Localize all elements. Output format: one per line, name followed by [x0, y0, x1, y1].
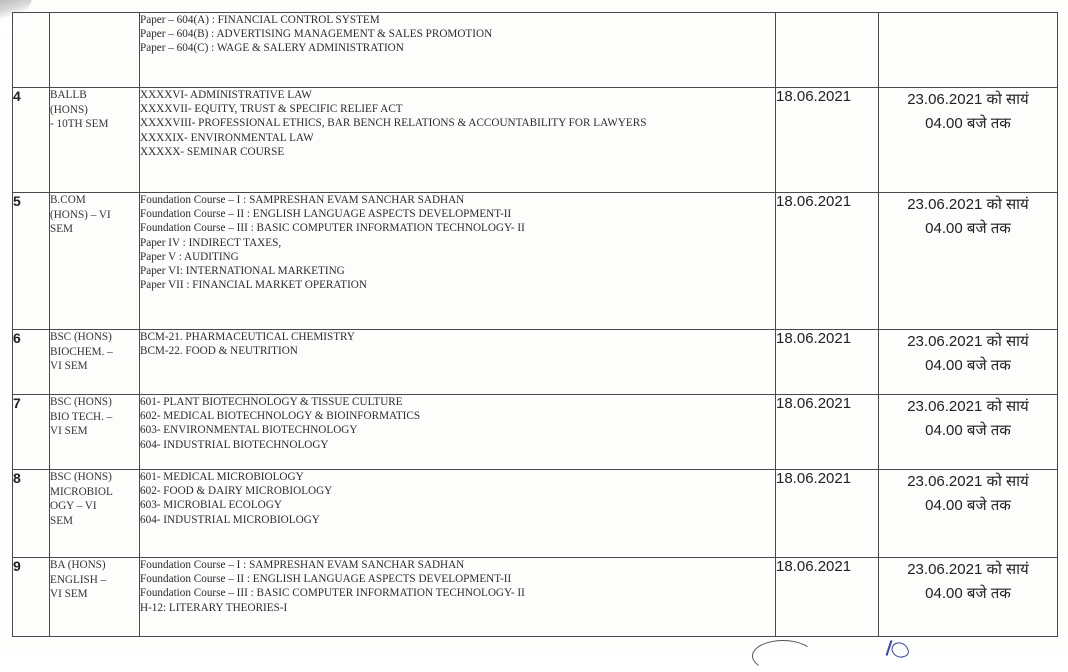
paper-list	[140, 330, 776, 395]
course-line: BIO TECH. –	[50, 410, 113, 423]
course-line: BSC (HONS)	[50, 396, 112, 408]
paper-item: Paper – 604(A) : FINANCIAL CONTROL SYSTEM	[140, 14, 380, 26]
paper-item: 602- MEDICAL BIOTECHNOLOGY & BIOINFORMATICS	[140, 410, 421, 423]
table-row	[13, 470, 1058, 558]
paper-item: XXXXX- SEMINAR COURSE	[140, 145, 285, 158]
course-line: BSC (HONS)	[50, 471, 112, 483]
course-line: SEM	[50, 514, 74, 527]
course-line: (HONS) – VI	[50, 208, 111, 221]
paper-item: 604- INDUSTRIAL BIOTECHNOLOGY	[140, 438, 329, 451]
end-date	[879, 558, 1058, 637]
start-date	[776, 13, 879, 88]
course-line: SEM	[50, 223, 74, 235]
serial-number: 4	[13, 88, 50, 193]
course-line: MICROBIOL	[50, 485, 113, 498]
paper-item: XXXXVII- EQUITY, TRUST & SPECIFIC RELIEF ACT	[140, 103, 403, 116]
course-line: VI SEM	[50, 360, 88, 372]
end-date-line: 23.06.2021 को सायं	[907, 333, 1029, 350]
course-line: BSC (HONS)	[50, 331, 112, 343]
paper-item: 602- FOOD & DAIRY MICROBIOLOGY	[140, 485, 333, 498]
paper-item: XXXXVI- ADMINISTRATIVE LAW	[140, 89, 312, 101]
end-date	[879, 470, 1058, 558]
paper-list	[140, 395, 776, 470]
serial-number	[13, 13, 50, 88]
paper-item: Foundation Course – II : ENGLISH LANGUAGE ASPECTS DEVELOPMENT-II	[140, 573, 512, 586]
exam-schedule-table	[12, 12, 1058, 637]
start-date: 18.06.2021	[776, 193, 879, 330]
course-line: - 10TH SEM	[50, 118, 109, 130]
end-date	[879, 88, 1058, 193]
course-name	[50, 13, 140, 88]
table-row	[13, 558, 1058, 637]
course-name	[50, 330, 140, 395]
paper-item: Paper V : AUDITING	[140, 250, 239, 263]
signature-ink	[890, 640, 911, 661]
course-name	[50, 395, 140, 470]
table-row	[13, 395, 1058, 470]
paper-item: BCM-22. FOOD & NEUTRITION	[140, 345, 298, 358]
end-date-line: 23.06.2021 को सायं	[907, 91, 1029, 108]
course-line: BIOCHEM. –	[50, 345, 113, 358]
paper-list	[140, 470, 776, 558]
paper-item: H-12: LITERARY THEORIES-I	[140, 601, 288, 614]
paper-item: 603- ENVIRONMENTAL BIOTECHNOLOGY	[140, 424, 358, 437]
end-date	[879, 395, 1058, 470]
course-line: ENGLISH –	[50, 573, 107, 586]
end-time-line: 04.00 बजे तक	[925, 497, 1011, 514]
course-name	[50, 88, 140, 193]
serial-number: 9	[13, 558, 50, 637]
course-name	[50, 193, 140, 330]
course-line: OGY – VI	[50, 500, 97, 512]
serial-number: 8	[13, 470, 50, 558]
paper-item: 601- PLANT BIOTECHNOLOGY & TISSUE CULTURE	[140, 396, 403, 408]
course-line: (HONS)	[50, 103, 88, 116]
end-date	[879, 13, 1058, 88]
paper-item: Paper VI: INTERNATIONAL MARKETING	[140, 265, 345, 278]
start-date: 18.06.2021	[776, 558, 879, 637]
paper-item: Paper IV : INDIRECT TAXES,	[140, 236, 282, 249]
paper-item: Paper – 604(C) : WAGE & SALERY ADMINISTRATION	[140, 42, 404, 55]
paper-list	[140, 558, 776, 637]
end-date-line: 23.06.2021 को सायं	[907, 473, 1029, 490]
signature-mark	[752, 640, 814, 672]
paper-item: Foundation Course – II : ENGLISH LANGUAGE ASPECTS DEVELOPMENT-II	[140, 208, 512, 221]
end-time-line: 04.00 बजे तक	[925, 220, 1011, 237]
course-line: VI SEM	[50, 425, 88, 437]
course-line: B.COM	[50, 194, 86, 206]
start-date: 18.06.2021	[776, 330, 879, 395]
serial-number: 5	[13, 193, 50, 330]
paper-item: Foundation Course – I : SAMPRESHAN EVAM SANCHAR SADHAN	[140, 559, 465, 571]
table-row	[13, 193, 1058, 330]
end-time-line: 04.00 बजे तक	[925, 422, 1011, 439]
paper-item: Foundation Course – III : BASIC COMPUTER INFORMATION TECHNOLOGY- II	[140, 587, 525, 600]
table-row	[13, 13, 1058, 88]
course-line: VI SEM	[50, 588, 88, 600]
course-line: BALLB	[50, 89, 87, 101]
paper-item: Paper – 604(B) : ADVERTISING MANAGEMENT & SALES PROMOTION	[140, 28, 493, 41]
end-time-line: 04.00 बजे तक	[925, 585, 1011, 602]
course-name	[50, 470, 140, 558]
paper-item: Foundation Course – III : BASIC COMPUTER INFORMATION TECHNOLOGY- II	[140, 222, 525, 235]
paper-item: Paper VII : FINANCIAL MARKET OPERATION	[140, 279, 367, 292]
paper-item: BCM-21. PHARMACEUTICAL CHEMISTRY	[140, 331, 355, 343]
start-date: 18.06.2021	[776, 395, 879, 470]
paper-item: Foundation Course – I : SAMPRESHAN EVAM SANCHAR SADHAN	[140, 194, 465, 206]
course-name	[50, 558, 140, 637]
paper-item: XXXXIX- ENVIRONMENTAL LAW	[140, 131, 314, 144]
serial-number: 7	[13, 395, 50, 470]
start-date: 18.06.2021	[776, 470, 879, 558]
end-date	[879, 193, 1058, 330]
end-date-line: 23.06.2021 को सायं	[907, 196, 1029, 213]
table-row	[13, 330, 1058, 395]
table-row	[13, 88, 1058, 193]
end-time-line: 04.00 बजे तक	[925, 357, 1011, 374]
end-time-line: 04.00 बजे तक	[925, 115, 1011, 132]
course-line: BA (HONS)	[50, 559, 106, 571]
end-date	[879, 330, 1058, 395]
paper-list	[140, 13, 776, 88]
paper-item: XXXXVIII- PROFESSIONAL ETHICS, BAR BENCH RELATIONS & ACCOUNTABILITY FOR LAWYERS	[140, 117, 647, 130]
end-date-line: 23.06.2021 को सायं	[907, 561, 1029, 578]
paper-list	[140, 88, 776, 193]
end-date-line: 23.06.2021 को सायं	[907, 398, 1029, 415]
serial-number: 6	[13, 330, 50, 395]
paper-item: 604- INDUSTRIAL MICROBIOLOGY	[140, 513, 320, 526]
paper-list	[140, 193, 776, 330]
start-date: 18.06.2021	[776, 88, 879, 193]
paper-item: 603- MICROBIAL ECOLOGY	[140, 499, 282, 512]
paper-item: 601- MEDICAL MICROBIOLOGY	[140, 471, 304, 483]
